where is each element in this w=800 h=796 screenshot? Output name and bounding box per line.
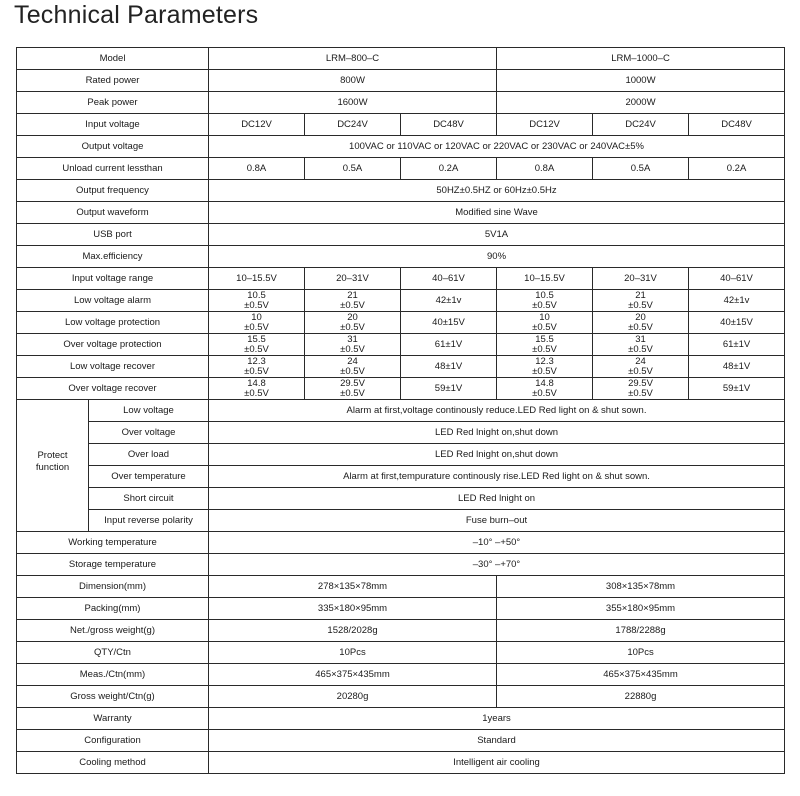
value-cell: 61±1V — [689, 334, 785, 356]
row-label: Storage temperature — [17, 554, 209, 576]
value-cell: 40–61V — [401, 268, 497, 290]
value-cell: 48±1V — [689, 356, 785, 378]
value-cell — [305, 356, 401, 378]
value-cell: 0.2A — [401, 158, 497, 180]
table-row — [17, 466, 785, 488]
row-label: Output waveform — [17, 202, 209, 224]
cell-line: ±0.5V — [532, 343, 557, 355]
value-cell — [209, 378, 305, 400]
cell-line: ±0.5V — [532, 365, 557, 377]
value-cell: –30° –+70° — [209, 554, 785, 576]
cell-line: 10.5 — [247, 289, 266, 301]
value-cell — [305, 312, 401, 334]
row-label: Packing(mm) — [17, 598, 209, 620]
table-row — [17, 708, 785, 730]
table-row — [17, 664, 785, 686]
cell-line: 10 — [539, 311, 550, 323]
cell-line: 10.5 — [535, 289, 554, 301]
value-lrm-800: 278×135×78mm — [209, 576, 497, 598]
value-cell: Intelligent air cooling — [209, 752, 785, 774]
value-cell — [593, 334, 689, 356]
row-label: QTY/Ctn — [17, 642, 209, 664]
table-row — [17, 730, 785, 752]
value-cell: DC48V — [401, 114, 497, 136]
table-row — [17, 686, 785, 708]
value-lrm-800: 20280g — [209, 686, 497, 708]
row-label: Over voltage protection — [17, 334, 209, 356]
cell-line: 20 — [347, 311, 358, 323]
value-cell — [497, 334, 593, 356]
protect-label-line: function — [35, 461, 70, 473]
cell-line: ±0.5V — [532, 299, 557, 311]
value-cell: 59±1V — [401, 378, 497, 400]
table-row — [17, 268, 785, 290]
row-label: Output frequency — [17, 180, 209, 202]
table-row — [17, 356, 785, 378]
value-lrm-800: LRM–800–C — [209, 48, 497, 70]
value-lrm-1000: 22880g — [497, 686, 785, 708]
row-label: Working temperature — [17, 532, 209, 554]
cell-line: 29.5V — [340, 377, 365, 389]
row-label: Cooling method — [17, 752, 209, 774]
cell-line: ±0.5V — [244, 365, 269, 377]
value-cell — [305, 290, 401, 312]
cell-line: 24 — [635, 355, 646, 367]
value-cell: 0.8A — [209, 158, 305, 180]
value-cell: 0.2A — [689, 158, 785, 180]
table-row — [17, 752, 785, 774]
row-label: Over voltage recover — [17, 378, 209, 400]
value-cell: 50HZ±0.5HZ or 60Hz±0.5Hz — [209, 180, 785, 202]
row-label: Gross weight/Ctn(g) — [17, 686, 209, 708]
cell-line: ±0.5V — [628, 321, 653, 333]
value-lrm-1000: 2000W — [497, 92, 785, 114]
protect-item-value: LED Red lnight on,shut down — [209, 422, 785, 444]
table-row — [17, 488, 785, 510]
cell-line: ±0.5V — [244, 343, 269, 355]
protect-item-label: Over temperature — [89, 466, 209, 488]
page-title: Technical Parameters — [14, 1, 259, 29]
value-cell: DC24V — [593, 114, 689, 136]
row-label: Peak power — [17, 92, 209, 114]
value-lrm-1000: 1788/2288g — [497, 620, 785, 642]
cell-line: 12.3 — [247, 355, 266, 367]
value-cell: 40±15V — [401, 312, 497, 334]
cell-line: ±0.5V — [628, 387, 653, 399]
protect-item-value: Alarm at first,tempurature continously rise.LED Red light on & shut sown. — [209, 466, 785, 488]
row-label: Output voltage — [17, 136, 209, 158]
value-cell — [497, 378, 593, 400]
row-label: Warranty — [17, 708, 209, 730]
cell-line: ±0.5V — [340, 387, 365, 399]
table-row — [17, 70, 785, 92]
value-cell: 59±1V — [689, 378, 785, 400]
value-cell: Standard — [209, 730, 785, 752]
row-label: Input voltage — [17, 114, 209, 136]
table-row — [17, 620, 785, 642]
value-cell: 0.5A — [593, 158, 689, 180]
value-cell: DC24V — [305, 114, 401, 136]
row-label: Input voltage range — [17, 268, 209, 290]
table-row — [17, 598, 785, 620]
value-cell — [209, 312, 305, 334]
value-cell — [593, 312, 689, 334]
cell-line: 10 — [251, 311, 262, 323]
value-lrm-800: 1600W — [209, 92, 497, 114]
value-cell: 61±1V — [401, 334, 497, 356]
value-cell: –10° –+50° — [209, 532, 785, 554]
value-cell: 0.8A — [497, 158, 593, 180]
protect-item-label: Low voltage — [89, 400, 209, 422]
value-cell: 10–15.5V — [497, 268, 593, 290]
cell-line: 21 — [347, 289, 358, 301]
protect-label-line: Protect — [37, 449, 68, 461]
value-cell: 0.5A — [305, 158, 401, 180]
table-row — [17, 114, 785, 136]
table-row — [17, 48, 785, 70]
value-cell: 40±15V — [689, 312, 785, 334]
cell-line: 15.5 — [535, 333, 554, 345]
table-row — [17, 554, 785, 576]
protect-function-label — [17, 400, 89, 532]
value-cell: 42±1v — [689, 290, 785, 312]
value-lrm-800: 465×375×435mm — [209, 664, 497, 686]
value-lrm-1000: 308×135×78mm — [497, 576, 785, 598]
row-label: USB port — [17, 224, 209, 246]
value-lrm-1000: 355×180×95mm — [497, 598, 785, 620]
cell-line: ±0.5V — [340, 365, 365, 377]
value-lrm-1000: LRM–1000–C — [497, 48, 785, 70]
cell-line: 21 — [635, 289, 646, 301]
protect-item-label: Short circuit — [89, 488, 209, 510]
row-label: Low voltage protection — [17, 312, 209, 334]
value-cell: 20–31V — [593, 268, 689, 290]
cell-line: ±0.5V — [244, 387, 269, 399]
protect-item-label: Over voltage — [89, 422, 209, 444]
table-row — [17, 400, 785, 422]
value-lrm-800: 10Pcs — [209, 642, 497, 664]
cell-line: 31 — [347, 333, 358, 345]
protect-item-value: Fuse burn–out — [209, 510, 785, 532]
cell-line: ±0.5V — [532, 321, 557, 333]
cell-line: ±0.5V — [532, 387, 557, 399]
value-cell — [305, 334, 401, 356]
table-row — [17, 510, 785, 532]
value-cell — [593, 356, 689, 378]
table-row — [17, 642, 785, 664]
table-row — [17, 532, 785, 554]
table-row — [17, 224, 785, 246]
table-row — [17, 334, 785, 356]
cell-line: ±0.5V — [340, 299, 365, 311]
value-cell — [209, 290, 305, 312]
row-label: Meas./Ctn(mm) — [17, 664, 209, 686]
value-lrm-800: 800W — [209, 70, 497, 92]
value-cell: 1years — [209, 708, 785, 730]
row-label: Unload current lessthan — [17, 158, 209, 180]
cell-line: ±0.5V — [340, 343, 365, 355]
value-cell — [209, 334, 305, 356]
value-cell — [209, 356, 305, 378]
value-cell: DC12V — [209, 114, 305, 136]
value-lrm-1000: 465×375×435mm — [497, 664, 785, 686]
row-label: Low voltage alarm — [17, 290, 209, 312]
spec-table — [16, 47, 785, 774]
value-cell: 40–61V — [689, 268, 785, 290]
value-cell: 5V1A — [209, 224, 785, 246]
table-row — [17, 378, 785, 400]
value-cell: 100VAC or 110VAC or 120VAC or 220VAC or 230VAC or 240VAC±5% — [209, 136, 785, 158]
value-cell — [593, 290, 689, 312]
cell-line: ±0.5V — [628, 343, 653, 355]
cell-line: 24 — [347, 355, 358, 367]
row-label: Max.efficiency — [17, 246, 209, 268]
protect-item-value: LED Red lnight on,shut down — [209, 444, 785, 466]
protect-item-value: Alarm at first,voltage continously reduce.LED Red light on & shut sown. — [209, 400, 785, 422]
table-row — [17, 422, 785, 444]
table-row — [17, 576, 785, 598]
cell-line: ±0.5V — [628, 299, 653, 311]
value-cell — [497, 312, 593, 334]
table-row — [17, 290, 785, 312]
table-row — [17, 180, 785, 202]
cell-line: 14.8 — [247, 377, 266, 389]
value-cell: DC48V — [689, 114, 785, 136]
protect-item-label: Over load — [89, 444, 209, 466]
value-lrm-1000: 1000W — [497, 70, 785, 92]
table-row — [17, 158, 785, 180]
value-cell: DC12V — [497, 114, 593, 136]
table-row — [17, 136, 785, 158]
value-cell: 10–15.5V — [209, 268, 305, 290]
value-cell: 90% — [209, 246, 785, 268]
cell-line: ±0.5V — [340, 321, 365, 333]
cell-line: ±0.5V — [244, 299, 269, 311]
row-label: Net./gross weight(g) — [17, 620, 209, 642]
table-row — [17, 202, 785, 224]
cell-line: 20 — [635, 311, 646, 323]
value-cell: Modified sine Wave — [209, 202, 785, 224]
table-row — [17, 92, 785, 114]
value-cell: 42±1v — [401, 290, 497, 312]
value-lrm-800: 335×180×95mm — [209, 598, 497, 620]
row-label: Dimension(mm) — [17, 576, 209, 598]
value-cell: 48±1V — [401, 356, 497, 378]
value-cell — [497, 290, 593, 312]
value-lrm-800: 1528/2028g — [209, 620, 497, 642]
row-label: Rated power — [17, 70, 209, 92]
value-cell — [305, 378, 401, 400]
row-label: Configuration — [17, 730, 209, 752]
value-cell: 20–31V — [305, 268, 401, 290]
cell-line: 14.8 — [535, 377, 554, 389]
cell-line: ±0.5V — [244, 321, 269, 333]
cell-line: ±0.5V — [628, 365, 653, 377]
cell-line: 15.5 — [247, 333, 266, 345]
table-row — [17, 444, 785, 466]
table-row — [17, 246, 785, 268]
value-cell — [497, 356, 593, 378]
row-label: Model — [17, 48, 209, 70]
cell-line: 31 — [635, 333, 646, 345]
protect-item-value: LED Red lnight on — [209, 488, 785, 510]
value-cell — [593, 378, 689, 400]
protect-item-label: Input reverse polarity — [89, 510, 209, 532]
value-lrm-1000: 10Pcs — [497, 642, 785, 664]
row-label: Low voltage recover — [17, 356, 209, 378]
cell-line: 12.3 — [535, 355, 554, 367]
cell-line: 29.5V — [628, 377, 653, 389]
table-row — [17, 312, 785, 334]
